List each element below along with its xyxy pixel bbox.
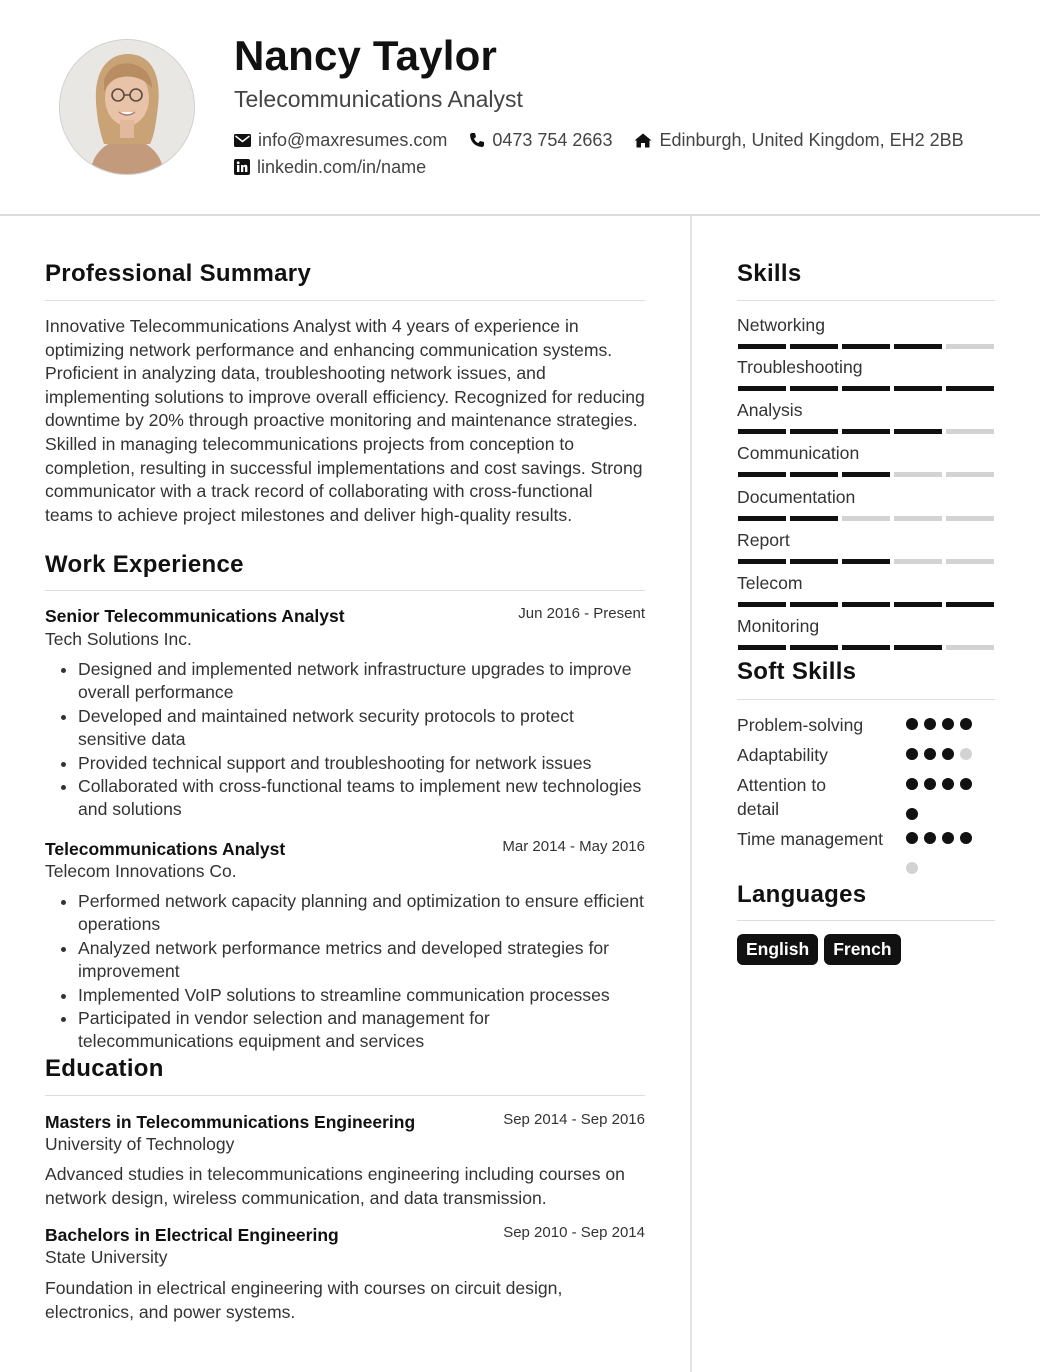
skill-level-segment [790, 602, 838, 607]
skill-level-segment [946, 602, 994, 607]
languages-heading: Languages [737, 881, 867, 908]
education-degree: Masters in Telecommunications Engineering [45, 1112, 416, 1132]
rating-dot [924, 748, 936, 760]
soft-skill-name: Problem-solving [737, 715, 864, 735]
contact-location [634, 130, 963, 151]
education-heading: Education [45, 1055, 164, 1082]
soft-skill-name: Time management [737, 829, 884, 849]
email-text: info@maxresumes.com [258, 129, 448, 150]
skill-level-bar [738, 344, 998, 349]
skill-level-bar [738, 645, 998, 650]
skills-heading: Skills [737, 260, 802, 287]
profile-portrait-image [60, 40, 194, 174]
skill-level-bar [738, 386, 998, 391]
education-school: University of Technology [45, 1134, 235, 1154]
job-bullet: • Developed and maintained network security protocols to protect sensitive data [78, 705, 645, 752]
rating-dot [906, 718, 918, 730]
skill-level-segment [842, 645, 890, 650]
skill-level-segment [738, 645, 786, 650]
language-tag: French [824, 934, 900, 965]
skill-level-segment [738, 516, 786, 521]
profile-photo [59, 39, 195, 175]
job-title: Telecommunications Analyst [45, 839, 286, 859]
skill-name: Report [737, 530, 790, 550]
education-date: Sep 2014 - Sep 2016 [503, 1111, 645, 1128]
skill-level-segment [790, 344, 838, 349]
skills-divider [737, 300, 995, 301]
skill-level-segment [738, 472, 786, 477]
summary-text: Innovative Telecommunications Analyst with 4 years of experience in optimizing network performance and enhancing communication systems. Proficient in analyzing data, troubleshooting network issues, and implementing solutions to improve overall efficiency. Recognized for reducing downtime by 20% through proactive monitoring and maintenance strategies. Skilled in managing telecommunications projects from conception to completion, resulting in successful implementations and cost savings. Strong communicator with a track record of collaborating with cross-functional teams to achieve project milestones and deliver high-quality results. [45, 316, 645, 525]
skill-level-segment [946, 559, 994, 564]
skill-level-segment [738, 386, 786, 391]
language-tag: English [737, 934, 818, 965]
education-school: State University [45, 1247, 168, 1267]
rating-dot [924, 778, 936, 790]
skill-level-segment [946, 516, 994, 521]
summary-divider [45, 300, 645, 301]
rating-dot [942, 778, 954, 790]
skill-level-segment [894, 386, 942, 391]
skill-name: Analysis [737, 400, 803, 420]
skill-level-segment [894, 602, 942, 607]
skill-level-segment [894, 516, 942, 521]
contact-row [234, 128, 986, 152]
rating-dot [906, 862, 918, 874]
contact-linkedin[interactable] [234, 157, 426, 178]
soft-skills-heading: Soft Skills [737, 658, 857, 685]
skill-name: Networking [737, 315, 826, 335]
job-bullet: • Performed network capacity planning and optimization to ensure efficient operations [78, 890, 645, 937]
skill-level-bar [738, 429, 998, 434]
skill-level-segment [842, 429, 890, 434]
skill-level-bar [738, 516, 998, 521]
skill-level-segment [946, 386, 994, 391]
phone-icon [469, 132, 485, 148]
rating-dot [906, 832, 918, 844]
rating-dot [960, 748, 972, 760]
job-title: Senior Telecommunications Analyst [45, 606, 345, 626]
education-description: Foundation in electrical engineering with courses on circuit design, electronics, and power systems. [45, 1278, 563, 1322]
rating-dot [960, 718, 972, 730]
rating-dot [906, 748, 918, 760]
job-bullet: • Designed and implemented network infrastructure upgrades to improve overall performance [78, 658, 645, 705]
education-degree: Bachelors in Electrical Engineering [45, 1225, 339, 1245]
rating-dot [924, 832, 936, 844]
job-bullet: • Implemented VoIP solutions to streamline communication processes [78, 984, 645, 1007]
rating-dot [906, 808, 918, 820]
job-date: Mar 2014 - May 2016 [502, 838, 645, 855]
skill-name: Telecom [737, 573, 803, 593]
skill-name: Documentation [737, 487, 856, 507]
skill-level-segment [790, 645, 838, 650]
education-divider [45, 1095, 645, 1096]
skill-level-segment [946, 472, 994, 477]
header-divider [0, 214, 1040, 216]
skill-level-segment [894, 472, 942, 477]
contact-phone[interactable] [469, 130, 612, 151]
contact-row-2 [234, 155, 448, 179]
skill-level-segment [894, 645, 942, 650]
skill-level-segment [842, 516, 890, 521]
skill-level-segment [790, 472, 838, 477]
skill-level-bar [738, 472, 998, 477]
soft-skill-name: Attention to detail [737, 775, 827, 819]
job-bullets [45, 658, 645, 822]
soft-skill-rating [906, 832, 986, 874]
job-company: Telecom Innovations Co. [45, 861, 237, 881]
skill-level-segment [738, 344, 786, 349]
skill-level-bar [738, 602, 998, 607]
soft-skill-rating [906, 778, 986, 820]
skill-name: Troubleshooting [737, 357, 863, 377]
home-icon [634, 133, 652, 148]
job-company: Tech Solutions Inc. [45, 629, 192, 649]
skill-level-segment [894, 559, 942, 564]
rating-dot [960, 832, 972, 844]
experience-divider [45, 590, 645, 591]
linkedin-icon [234, 159, 250, 175]
envelope-icon [234, 134, 251, 147]
rating-dot [942, 832, 954, 844]
skill-level-segment [790, 559, 838, 564]
soft-skill-name: Adaptability [737, 745, 828, 765]
job-bullet: • Analyzed network performance metrics and developed strategies for improvement [78, 937, 645, 984]
job-bullet: • Provided technical support and troubleshooting for network issues [78, 752, 645, 775]
rating-dot [906, 778, 918, 790]
phone-text: 0473 754 2663 [492, 129, 613, 150]
education-date: Sep 2010 - Sep 2014 [503, 1224, 645, 1241]
rating-dot [924, 718, 936, 730]
skill-level-segment [842, 559, 890, 564]
skill-level-segment [946, 429, 994, 434]
candidate-title: Telecommunications Analyst [234, 86, 523, 112]
soft-skills-divider [737, 699, 995, 700]
skill-name: Monitoring [737, 616, 820, 636]
skill-level-segment [946, 645, 994, 650]
job-bullet: • Participated in vendor selection and management for telecommunications equipment and services [78, 1007, 645, 1054]
candidate-name: Nancy Taylor [234, 32, 498, 79]
experience-heading: Work Experience [45, 551, 244, 578]
rating-dot [960, 778, 972, 790]
skill-level-segment [790, 429, 838, 434]
skill-level-segment [842, 602, 890, 607]
skill-level-segment [894, 344, 942, 349]
skill-level-segment [842, 472, 890, 477]
summary-heading: Professional Summary [45, 260, 312, 287]
skill-name: Communication [737, 443, 860, 463]
skill-level-segment [738, 559, 786, 564]
education-description: Advanced studies in telecommunications engineering including courses on network design, wireless communication, and data transmission. [45, 1164, 625, 1208]
linkedin-text: linkedin.com/in/name [257, 156, 427, 177]
skill-level-segment [946, 344, 994, 349]
languages-divider [737, 920, 995, 921]
job-bullet: • Collaborated with cross-functional teams to implement new technologies and solutions [78, 775, 645, 822]
resume-header [0, 0, 1040, 214]
skill-level-segment [894, 429, 942, 434]
contact-email[interactable] [234, 130, 447, 151]
skill-level-segment [790, 516, 838, 521]
rating-dot [942, 748, 954, 760]
skill-level-segment [842, 344, 890, 349]
skill-level-segment [842, 386, 890, 391]
job-bullets [45, 890, 645, 1054]
skill-level-segment [738, 602, 786, 607]
location-text: Edinburgh, United Kingdom, EH2 2BB [659, 129, 964, 150]
skill-level-segment [790, 386, 838, 391]
skill-level-bar [738, 559, 998, 564]
job-date: Jun 2016 - Present [518, 605, 645, 622]
languages-list [737, 934, 907, 965]
rating-dot [942, 718, 954, 730]
skill-level-segment [738, 429, 786, 434]
column-divider [690, 216, 692, 1372]
